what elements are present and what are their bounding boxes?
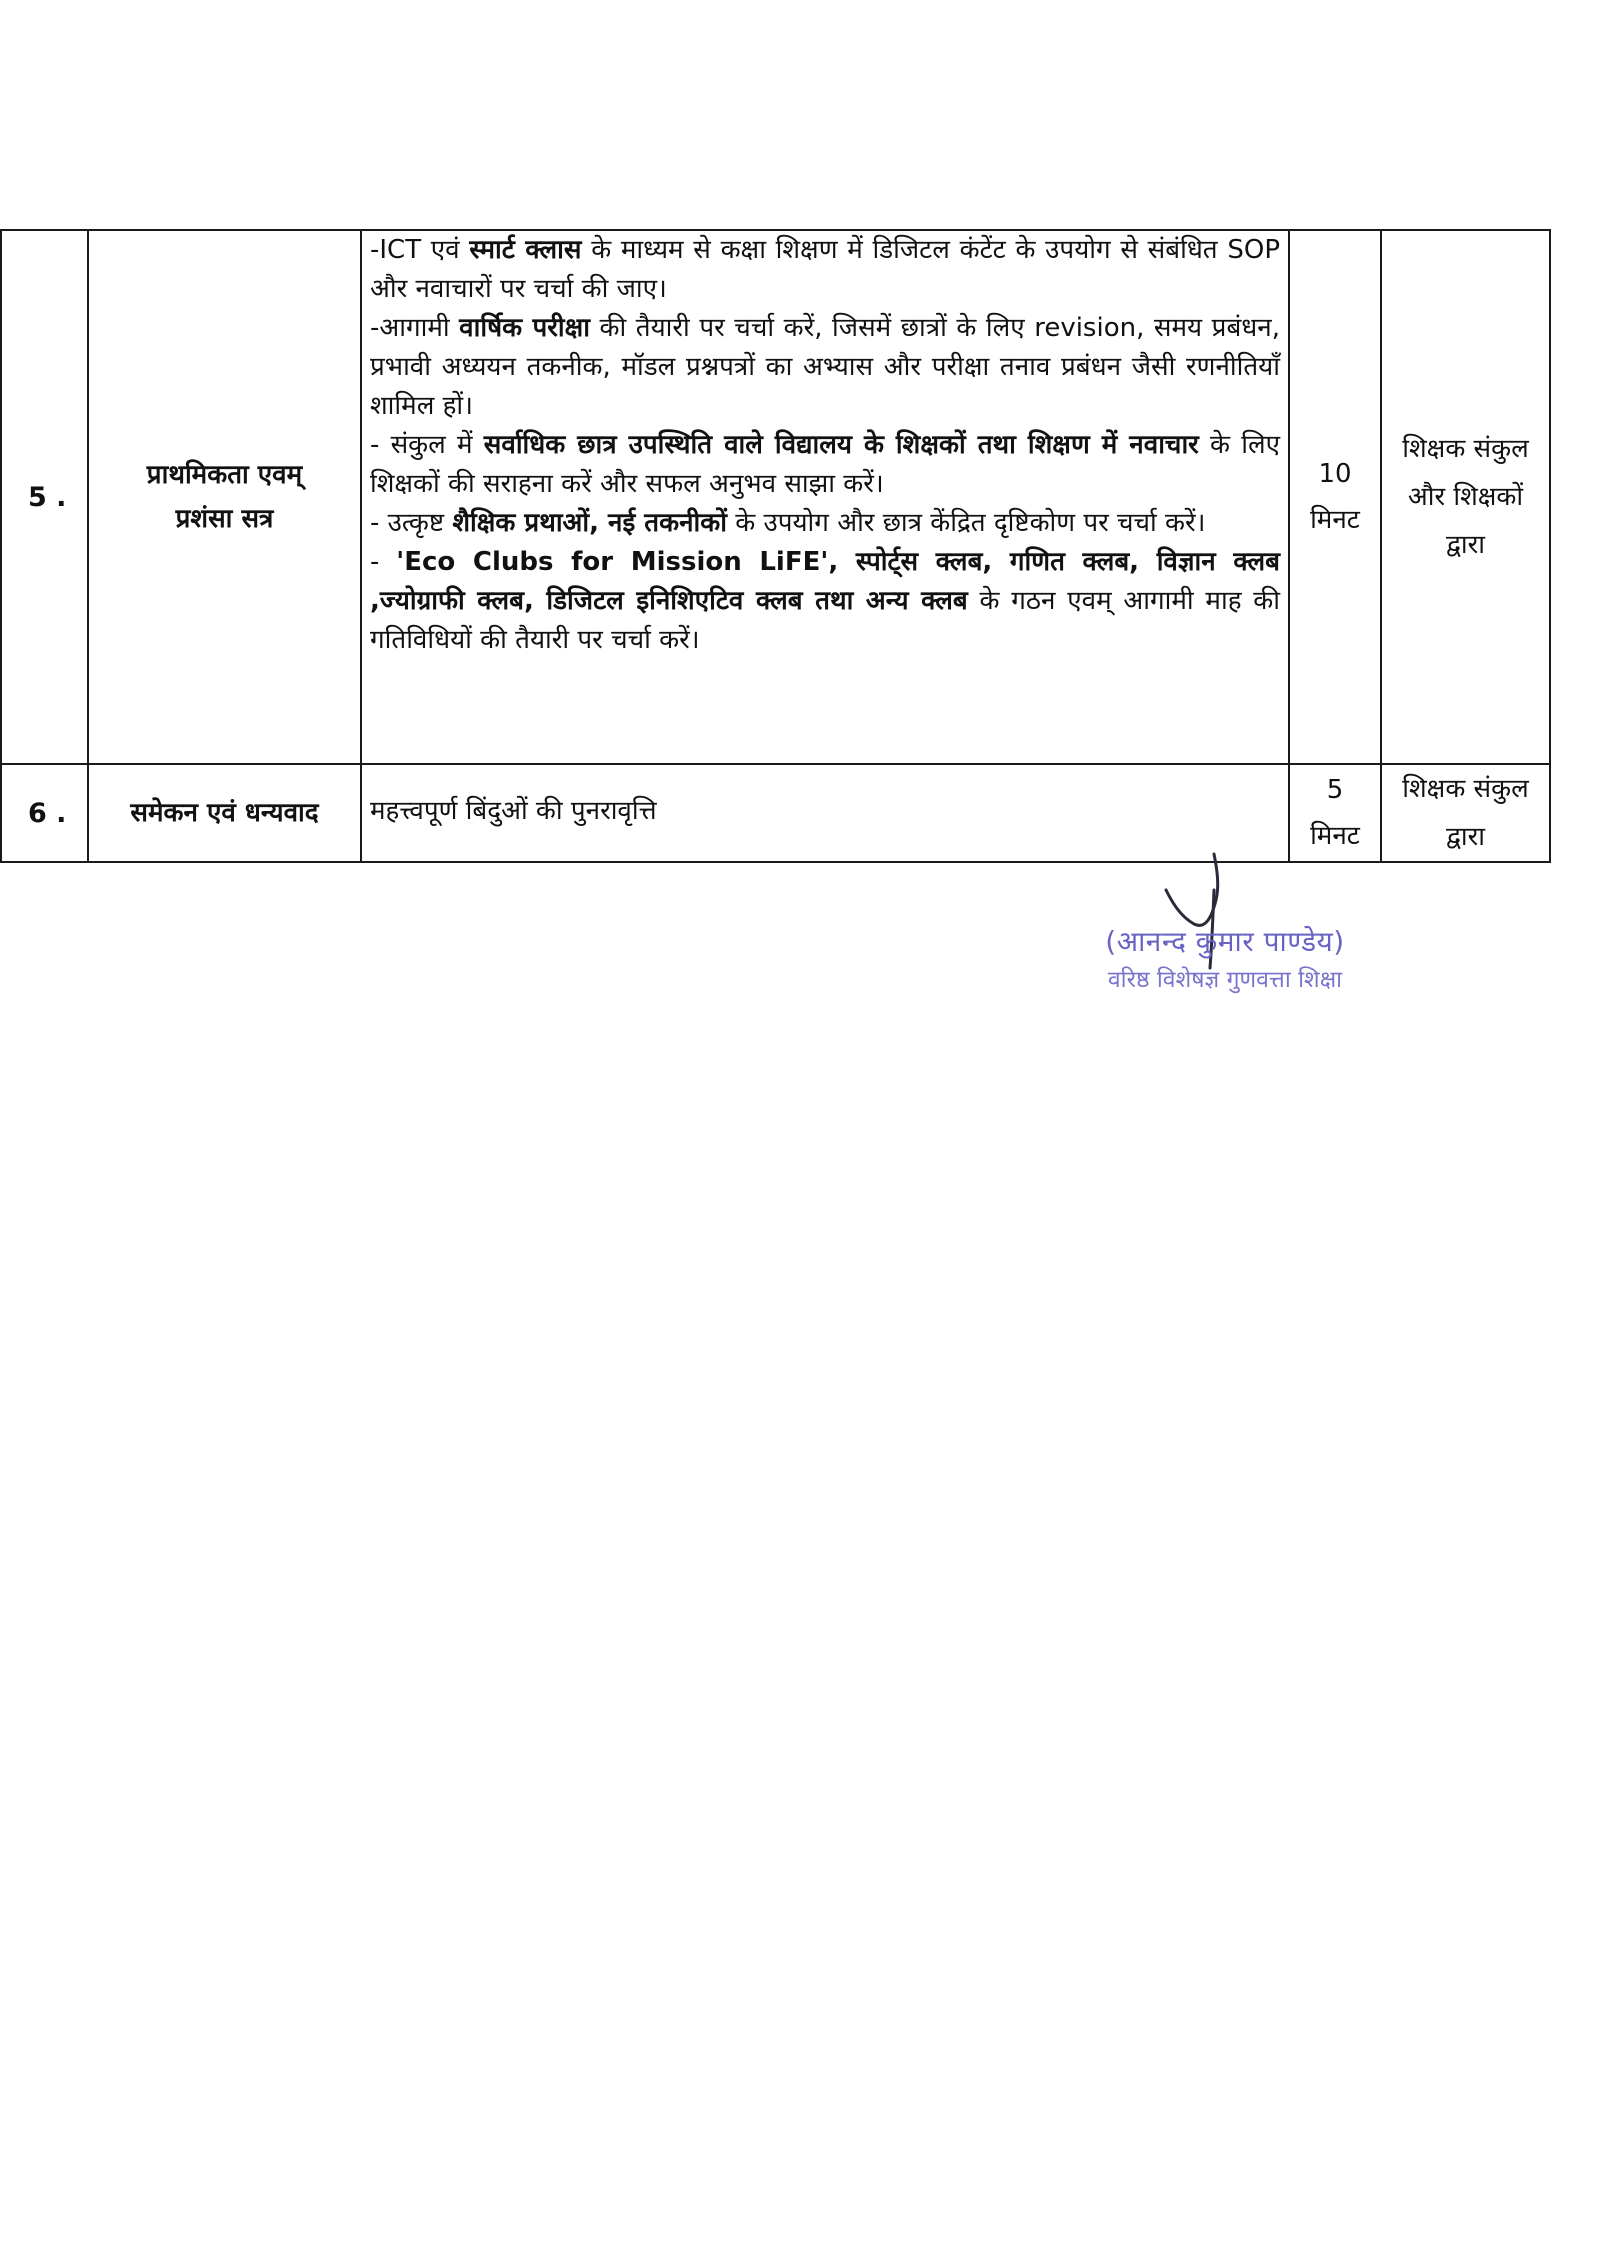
- duration-value: 10: [1318, 459, 1352, 489]
- signature-block: [1060, 850, 1390, 1010]
- bold-text-run: स्मार्ट क्लास: [469, 235, 582, 265]
- signatory-name: (आनन्द कुमार पाण्डेय): [1105, 925, 1345, 958]
- bold-text-run: 'Eco Clubs for Mission LiFE', स्पोर्ट्स क्लब, गणित क्लब, विज्ञान क्लब ,ज्योग्राफी क्लब, डिजिटल इनिशिएटिव क्लब तथा अन्य क्लब: [370, 547, 1280, 616]
- session-title: [88, 230, 361, 764]
- description-point: [370, 504, 1280, 543]
- conducted-by-line: द्वारा: [1445, 822, 1486, 852]
- text-run: के लिए शिक्षकों की सराहना करें और सफल अनुभव साझा करें।: [370, 430, 1280, 499]
- session-description: महत्त्वपूर्ण बिंदुओं की पुनरावृत्ति: [361, 764, 1289, 862]
- duration-unit: मिनट: [1310, 505, 1360, 535]
- text-run: के माध्यम से कक्षा शिक्षण में डिजिटल कंटेंट के उपयोग से संबंधित SOP और नवाचारों पर चर्चा की जाए।: [370, 235, 1280, 304]
- text-run: के उपयोग और छात्र केंद्रित दृष्टिकोण पर चर्चा करें।: [726, 508, 1206, 538]
- session-title-line: प्रशंसा सत्र: [175, 504, 274, 534]
- signatory-designation: वरिष्ठ विशेषज्ञ गुणवत्ता शिक्षा: [1107, 967, 1343, 993]
- row-number: 6 .: [1, 764, 88, 862]
- text-run: के गठन एवम् आगामी माह की गतिविधियों की तैयारी पर चर्चा करें।: [370, 586, 1280, 655]
- text-run: - संकुल में: [370, 430, 484, 460]
- session-duration: [1289, 764, 1381, 862]
- text-run: की तैयारी पर चर्चा करें, जिसमें छात्रों के लिए revision, समय प्रबंधन, प्रभावी अध्ययन तकनीक, मॉडल प्रश्नपत्रों का अभ्यास और परीक्षा तनाव प्रबंधन जैसी रणनीतियाँ शामिल हों।: [370, 313, 1280, 421]
- bold-text-run: सर्वाधिक छात्र उपस्थिति वाले विद्यालय के शिक्षकों तथा शिक्षण में नवाचार: [483, 430, 1199, 460]
- session-title: समेकन एवं धन्यवाद: [88, 764, 361, 862]
- duration-value: 5: [1326, 775, 1344, 805]
- session-conducted-by: [1381, 764, 1550, 862]
- duration-unit: मिनट: [1310, 821, 1360, 851]
- text-run: -: [370, 547, 397, 577]
- session-plan-table: [0, 229, 1551, 863]
- text-run: -आगामी: [370, 313, 460, 343]
- description-point: [370, 543, 1280, 660]
- description-point: [370, 309, 1280, 426]
- session-duration: [1289, 230, 1381, 764]
- table-row: [1, 230, 1550, 764]
- description-point: [370, 426, 1280, 504]
- session-conducted-by: [1381, 230, 1550, 764]
- row-number: 5 .: [1, 230, 88, 764]
- conducted-by-line: शिक्षक संकुल: [1402, 774, 1529, 804]
- bold-text-run: शैक्षिक प्रथाओं, नई तकनीकों: [452, 508, 727, 538]
- conducted-by-line: द्वारा: [1445, 530, 1486, 560]
- bold-text-run: वार्षिक परीक्षा: [459, 313, 590, 343]
- conducted-by-line: शिक्षक संकुल: [1402, 434, 1529, 464]
- session-title-line: प्राथमिकता एवम्: [146, 460, 303, 490]
- table-row: [1, 764, 1550, 862]
- conducted-by-line: और शिक्षकों: [1407, 482, 1524, 512]
- text-run: - उत्कृष्ट: [370, 508, 453, 538]
- session-description: [361, 230, 1289, 764]
- text-run: -ICT एवं: [370, 235, 470, 265]
- description-point: [370, 231, 1280, 309]
